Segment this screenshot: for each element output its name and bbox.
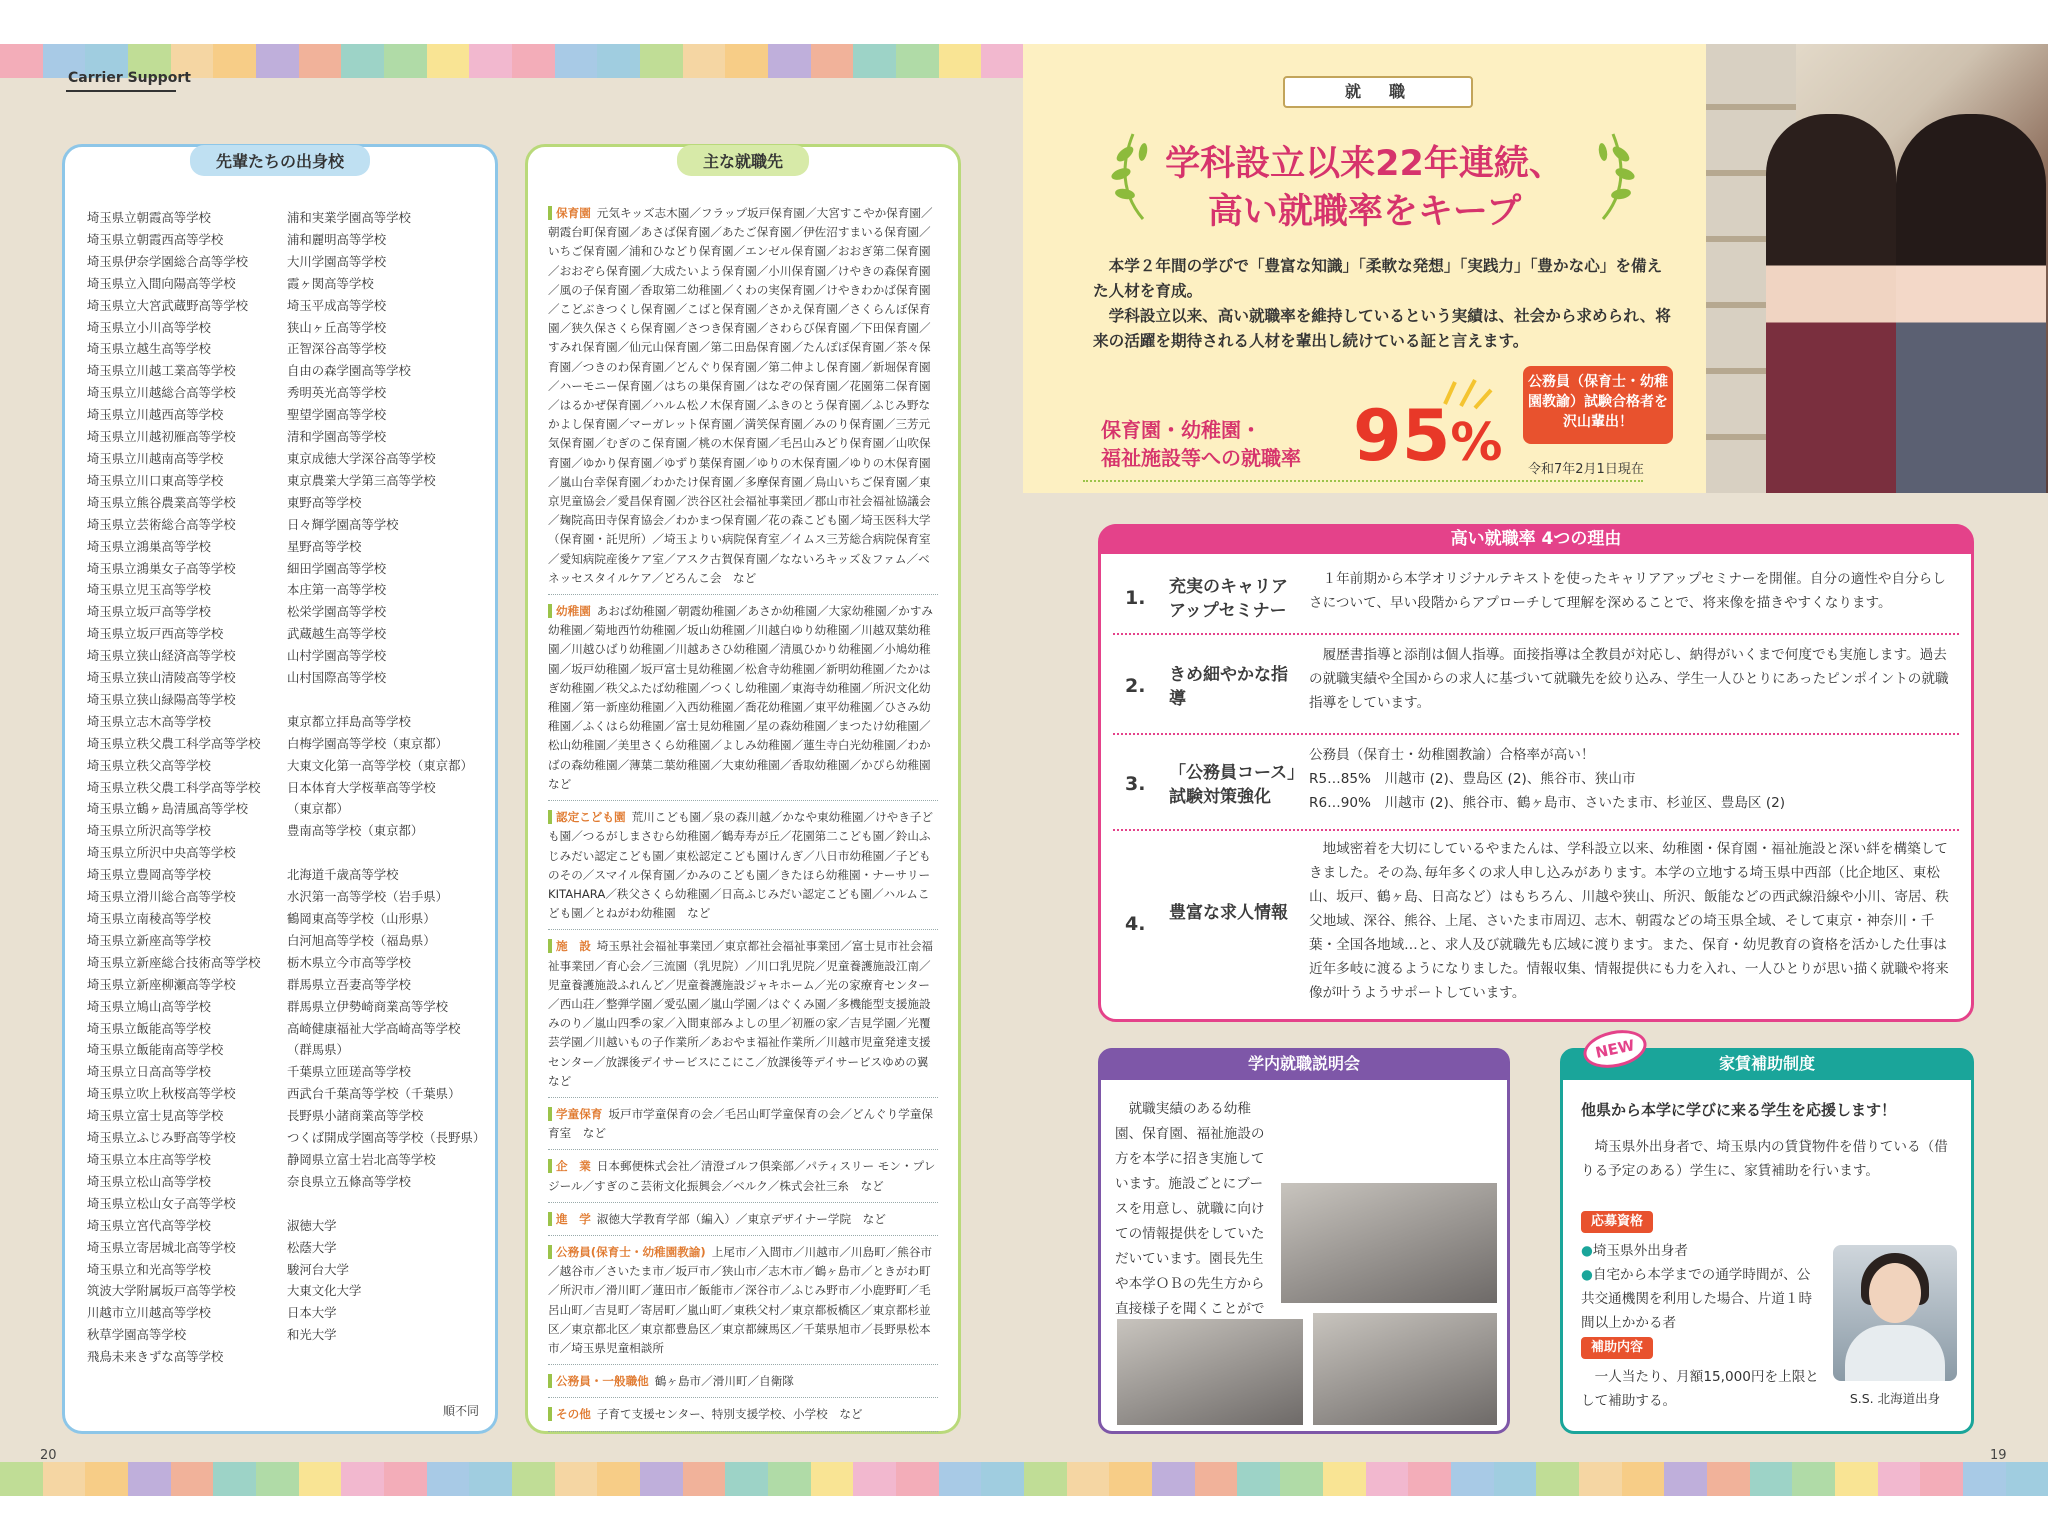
stripe-swatch (43, 1462, 86, 1496)
school-item: 埼玉県立飯能南高等学校 (87, 1042, 224, 1058)
page-number-right: 19 (1990, 1448, 2007, 1463)
stripe-swatch (1835, 1462, 1878, 1496)
job-category-text: 淑徳大学教育学部（編入）／東京デザイナー学院 など (596, 1211, 886, 1226)
school-item: 山村学園高等学校 (287, 648, 387, 664)
stripe-swatch (299, 1462, 342, 1496)
school-item: 霞ヶ関高等学校 (287, 275, 374, 291)
stripe-swatch (896, 1462, 939, 1496)
school-item: 千葉県立匝瑳高等学校 (287, 1064, 411, 1080)
reason-heading: 充実のキャリアアップセミナー (1169, 577, 1288, 621)
school-item: 埼玉県立大宮武蔵野高等学校 (87, 297, 249, 313)
school-item: 埼玉県立寄居城北高等学校 (87, 1239, 236, 1255)
eligibility-text-2: 自宅から本学までの通学時間が、公共交通機関を利用した場合、片道１時間以上かかる者 (1581, 1267, 1813, 1331)
student-figure-right (1896, 114, 2046, 493)
school-item: 埼玉平成高等学校 (287, 297, 387, 313)
face (1869, 1263, 1921, 1323)
stripe-swatch (1109, 1462, 1152, 1496)
school-item: 埼玉県立坂戸高等学校 (87, 604, 211, 620)
school-item: 白梅学園高等学校（東京都） (287, 735, 449, 751)
rent-subsidy-panel (1560, 1036, 1974, 1434)
schools-column-1 (87, 207, 260, 1368)
job-category (548, 805, 938, 930)
stripe-swatch (811, 1462, 854, 1496)
body (1845, 1325, 1945, 1381)
school-item: 埼玉県立所沢高等学校 (87, 823, 211, 839)
school-item: つくば開成学園高等学校（長野県） (287, 1130, 486, 1146)
school-item: 埼玉県立滑川総合高等学校 (87, 889, 236, 905)
school-item: 埼玉県立所沢中央高等学校 (87, 845, 236, 861)
school-item: 奈良県立五條高等学校 (287, 1173, 411, 1189)
civil-servant-badge: 公務員（保育士・幼稚園教諭）試験合格者を沢山輩出！ (1523, 366, 1673, 444)
feature-lead-text: 本学２年間の学びで「豊富な知識」「柔軟な発想」「実践力」「豊かな心」を備えた人材を育成。 学科設立以来、高い就職率を維持しているという実績は、社会から求められ、将来の活躍を期待される人材を輩出し続けている証と言えます。 (1093, 257, 1671, 350)
rent-subsidy-lead: 他県から本学に学びに来る学生を応援します！ (1581, 1101, 1897, 1119)
job-category-label: その他 (548, 1407, 591, 1421)
school-item: 埼玉県立宮代高等学校 (87, 1217, 211, 1233)
job-category-text: 子育て支援センター、特別支援学校、小学校 など (596, 1407, 863, 1422)
reason-text: １年前期から本学オリジナルテキストを使ったキャリアアップセミナーを開催。自分の適性や自分らしさについて、早い段階からアプローチして理解を深めることで、将来像を描きやすくなります。 (1309, 571, 1946, 611)
reason-text: 公務員（保育士・幼稚園教諭）合格率が高い！ R5…85% 川越市 (2)、豊島区 (2)、熊谷市、狭山市 R6…90% 川越市 (2)、熊谷市、鶴ヶ島市、さいたま市、杉並区、豊島区 (2) (1309, 747, 1786, 811)
reason-number: 4. (1125, 913, 1146, 935)
stripe-swatch (1920, 1462, 1963, 1496)
school-item: 群馬県立吾妻高等学校 (287, 976, 411, 992)
stripe-swatch (341, 1462, 384, 1496)
school-item: 豊南高等学校（東京都） (287, 823, 424, 839)
job-category-label: 認定こども園 (548, 810, 626, 824)
school-item: 埼玉県立和光高等学校 (87, 1261, 211, 1277)
school-item: 白河旭高等学校（福島県） (287, 932, 436, 948)
job-fair-body: 就職実績のある幼稚園、保育園、福祉施設の方を本学に招き実施しています。施設ごとにブースを用意し、就職に向けての情報提供をしていただいています。園長先生や本学ＯＢの先生方から直接様子を聞くことがで (1115, 1101, 1265, 1317)
job-category-label: 学童保育 (548, 1107, 602, 1121)
school-item: 埼玉県立朝霞高等学校 (87, 210, 211, 225)
job-category-label: 公務員・一般職他 (548, 1374, 649, 1388)
reason-heading: きめ細やかな指導 (1169, 665, 1288, 709)
stripe-swatch (939, 44, 982, 78)
school-item: 長野県小諸商業高等学校 (287, 1108, 424, 1124)
job-fair-photo-2 (1115, 1317, 1305, 1427)
stripe-swatch (384, 44, 427, 78)
school-item: 埼玉県立日高高等学校 (87, 1064, 211, 1080)
stripe-swatch (469, 1462, 512, 1496)
school-item: 埼玉県立狭山緑陽高等学校 (87, 691, 236, 707)
stripe-swatch (128, 1462, 171, 1496)
reason-row (1113, 833, 1959, 1017)
header-underline (66, 90, 176, 92)
job-category-label: 幼稚園 (548, 604, 591, 618)
school-item: 清和学園高等学校 (287, 429, 387, 445)
job-category-text: 日本郵便株式会社／清澄ゴルフ倶楽部／パティスリー モン・プレジール／すぎのこ芸術文化振興会／ベルク／株式会社三糸 など (548, 1159, 936, 1193)
school-item: 埼玉県立朝霞西高等学校 (87, 231, 224, 247)
rate-number: 95 (1353, 395, 1451, 477)
employment-tag: 就 職 (1283, 76, 1473, 108)
brochure-spread (0, 44, 2048, 1496)
school-item: 埼玉県立川越工業高等学校 (87, 363, 236, 379)
stripe-swatch (725, 1462, 768, 1496)
school-item: 埼玉県立松山女子高等学校 (87, 1195, 236, 1211)
school-item: 埼玉県立川越初雁高等学校 (87, 429, 236, 445)
dotted-divider (1083, 480, 1643, 482)
stripe-swatch (853, 44, 896, 78)
stripe-swatch (299, 44, 342, 78)
school-item: 埼玉県立小川高等学校 (87, 319, 211, 335)
rate-label-line-1: 保育園・幼稚園・ (1101, 418, 1261, 442)
school-item: 埼玉県立鶴ヶ島清風高等学校 (87, 801, 249, 817)
school-item (287, 842, 485, 864)
stripe-swatch (1792, 1462, 1835, 1496)
stripe-swatch (171, 1462, 214, 1496)
job-category (548, 1369, 938, 1398)
rent-subsidy-description: 埼玉県外出身者で、埼玉県内の賃貸物件を借りている（借りる予定のある）学生に、家賃補助を行います。 (1581, 1139, 1948, 1179)
school-item: 東京成徳大学深谷高等学校 (287, 450, 436, 466)
reason-text: 履歴書指導と添削は個人指導。面接指導は全教員が対応し、納得がいくまで何度でも実施します。過去の就職実績や全国からの求人に基づいて就職先を絞り込み、学生一人ひとりにあったピンポイントの就職指導をしています。 (1309, 647, 1949, 711)
job-category-label: 進 学 (548, 1212, 591, 1226)
student-figure-left (1766, 114, 1896, 493)
school-item: 秀明英光高等学校 (287, 385, 387, 401)
stripe-swatch (384, 1462, 427, 1496)
school-item: 大東文化第一高等学校（東京都） (287, 757, 473, 773)
reasons-panel (1098, 524, 1974, 1022)
job-category (548, 1102, 938, 1150)
school-item: 本庄第一高等学校 (287, 582, 387, 598)
school-item: 狭山ヶ丘高等学校 (287, 319, 387, 335)
school-item: 埼玉県立吹上秋桜高等学校 (87, 1086, 236, 1102)
stripe-swatch (555, 1462, 598, 1496)
school-item: 埼玉県立熊谷農業高等学校 (87, 494, 236, 510)
bullet-icon: ● (1581, 1267, 1593, 1283)
school-item: 松蔭大学 (287, 1239, 337, 1255)
school-item: （東京都） (287, 801, 349, 817)
stripe-swatch (1664, 1462, 1707, 1496)
stripe-swatch (1237, 1462, 1280, 1496)
school-item: 川越市立川越高等学校 (87, 1305, 211, 1321)
stripe-swatch (1323, 1462, 1366, 1496)
school-item (287, 689, 485, 711)
school-item (287, 1193, 485, 1215)
stripe-swatch (1622, 1462, 1665, 1496)
stripe-swatch (1536, 1462, 1579, 1496)
school-item: 武蔵越生高等学校 (287, 626, 387, 642)
job-category (548, 201, 938, 595)
school-item: 秋草学園高等学校 (87, 1327, 187, 1343)
eligibility-item-2 (1581, 1263, 1819, 1335)
school-item: 埼玉県立南稜高等学校 (87, 911, 211, 926)
school-item: 埼玉県立川越西高等学校 (87, 407, 224, 423)
rent-subsidy-title: 家賃補助制度 (1563, 1048, 1971, 1080)
job-category-text: あおば幼稚園／朝霞幼稚園／あさか幼稚園／大家幼稚園／かすみ幼稚園／菊地西竹幼稚園／坂山幼稚園／川越白ゆり幼稚園／川越双葉幼稚園／川越ひばり幼稚園／川越あさひ幼稚園／清風ひかり幼稚園／小鳩幼稚園／坂戸幼稚園／坂戸富士見幼稚園／松倉寺幼稚園／新明幼稚園／たかはぎ幼稚園／秩父ふたば幼稚園／つくし幼稚園／東海寺幼稚園／所沢文化幼稚園／第一新座幼稚園／入西幼稚園／喬花幼稚園／東平幼稚園／ひさみ幼稚園／ふくはら幼稚園／富士見幼稚園／星の森幼稚園／まつたけ幼稚園／松山幼稚園／美里さくら幼稚園／よしみ幼稚園／蓮生寺白光幼稚園／わかばの森幼稚園／薄葉二葉幼稚園／大東幼稚園／香取幼稚園／かぴら幼稚園 など (548, 604, 943, 791)
job-category-text: 元気キッズ志木園／フラップ坂戸保育園／大宮すこやか保育園／朝霞台町保育園／あさば保育園／あたご保育園／伊佐沼すまいる保育園／いちご保育園／浦和ひなどり保育園／エンゼル保育園／おおぎ第二保育園／おおぞら保育園／大成たいよう保育園／小川保育園／けやきの森保育園／風の子保育園／香取第二幼稚園／くわの実保育園／けやきわかば保育園／こどぶきつくし保育園／こばと保育園／さかえ保育園／さくらんぼ保育園／狭久保さくら保育園／さつき保育園／さわらび保育園／下田保育園／すみれ保育園／仙元山保育園／第二田島保育園／たんぽぽ保育園／茶々保育園／つきのわ保育園／どんぐり保育園／第二伸よし保育園／新堀保育園／ハーモニー保育園／はちの巣保育園／はなぞの保育園／花園第二保育園／はるかぜ保育園／ハルム松ノ木保育園／ふきのとう保育園／ふじみ野なかよし保育園／マーガレット保育園／満笑保育園／みのり保育園／三芳元気保育園／むぎのこ保育園／桃の木保育園／毛呂山みどり保育園／山吹保育園／ゆかり保育園／ゆずり葉保育園／ゆりの木保育園／ゆりの木保育園／嵐山台幸保育園／わかたけ保育園／多摩保育園／鳥山いちご保育園／東京児童協会／愛昌保育園／渋谷区社会福祉事業団／郡山市社会福祉協議会／麹院高田寺保育協会／わかまつ保育園／花の森こども園／埼玉医科大学（保育園・託児所）／埼玉よりい病院保育室／イムス三芳総合病院保育室／愛知病院産後ケア室／アスク古賀保育園／なないろキッズ＆ファム／ベネッセスタイルケア／どろんこ会 など (548, 206, 933, 585)
school-item: 駿河台大学 (287, 1261, 349, 1277)
school-item: 埼玉県立秩父農工科学高等学校 (87, 779, 261, 795)
school-item: 浦和麗明高等学校 (287, 231, 387, 247)
feature-lead (1093, 254, 1673, 354)
schools-title: 先輩たちの出身校 (190, 145, 370, 176)
stripe-swatch (1195, 1462, 1238, 1496)
bullet-icon: ● (1581, 1243, 1593, 1259)
stripe-swatch (640, 44, 683, 78)
stripe-swatch (2006, 1462, 2048, 1496)
stripe-swatch (981, 44, 1024, 78)
students-photo (1706, 44, 2048, 493)
job-category (548, 1402, 938, 1431)
school-item: 山村国際高等学校 (287, 670, 387, 686)
school-item: 聖望学園高等学校 (287, 407, 387, 423)
stripe-swatch (1366, 1462, 1409, 1496)
as-of-date: 令和7年2月1日現在 (1528, 462, 1644, 477)
school-item: 大東文化大学 (287, 1283, 362, 1299)
school-item: 埼玉県立越生高等学校 (87, 341, 211, 357)
school-item: 埼玉県立新座柳瀬高等学校 (87, 976, 236, 992)
stripe-swatch (853, 1462, 896, 1496)
school-item: 淑徳大学 (287, 1217, 337, 1233)
school-item: 埼玉県立坂戸西高等学校 (87, 626, 224, 642)
job-category-text: 埼玉県社会福祉事業団／東京都社会福祉事業団／富士見市社会福祉事業団／育心会／三流園（乳児院）／川口乳児院／児童養護施設江南／児童養護施設ふれんど／児童養護施設ジャキホーム／光の家療育センター／西山荘／整弾学園／愛弘園／嵐山学園／はぐくみ園／多機能型支援施設みのり／嵐山四季の家／入間東部みよしの里／初雁の家／吉見学園／光覆芸学園／川越いもの子作業所／あおやま福祉作業所／川越市児童発達支援センター／放課後デイサービスにこにこ／放課後等デイサービスゆめの翼 など (548, 939, 941, 1088)
stripe-swatch (0, 44, 43, 78)
stripe-swatch (555, 44, 598, 78)
school-item: 埼玉県立秩父高等学校 (87, 757, 211, 773)
stripe-swatch (683, 44, 726, 78)
student-caption: S.S. 北海道出身 (1849, 1391, 1941, 1406)
job-category-label: 施 設 (548, 939, 591, 953)
job-category-label: 保育園 (548, 206, 591, 220)
stripe-swatch (981, 1462, 1024, 1496)
stripe-swatch (597, 44, 640, 78)
job-category-text: 坂戸市学童保育の会／毛呂山町学童保育の会／どんぐり学童保育室 など (548, 1106, 934, 1141)
school-item: 日々輝学園高等学校 (287, 516, 399, 532)
school-item: 大川学園高等学校 (287, 253, 387, 269)
school-item: 東野高等学校 (287, 494, 362, 510)
school-item: 水沢第一高等学校（岩手県） (287, 889, 449, 905)
stripe-swatch (725, 44, 768, 78)
school-item: 埼玉県立川越総合高等学校 (87, 385, 236, 401)
school-item: 飛鳥未来きずな高等学校 (87, 1349, 224, 1365)
stripe-swatch (1451, 1462, 1494, 1496)
job-category (548, 1207, 938, 1236)
stripe-swatch (1579, 1462, 1622, 1496)
school-item: 埼玉県立ふじみ野高等学校 (87, 1130, 236, 1146)
job-category-label: 公務員(保育士・幼稚園教諭) (548, 1245, 706, 1259)
school-item: 埼玉県立児玉高等学校 (87, 582, 211, 598)
jobs-list (548, 201, 943, 1436)
subsidy-amount: 一人当たり、月額15,000円を上限として補助する。 (1581, 1369, 1819, 1409)
school-item: 埼玉県立秩父農工科学高等学校 (87, 735, 261, 751)
school-item: 埼玉県立芸術総合高等学校 (87, 516, 236, 532)
school-item: 埼玉県立志木高等学校 (87, 713, 211, 729)
stripe-swatch (213, 44, 256, 78)
school-item: （群馬県） (287, 1042, 349, 1058)
school-item: 埼玉県立本庄高等学校 (87, 1151, 211, 1167)
job-fair-panel (1098, 1048, 1510, 1434)
school-item: 埼玉県立富士見高等学校 (87, 1108, 224, 1124)
reason-number: 1. (1125, 587, 1146, 609)
stripe-swatch (1494, 1462, 1537, 1496)
order-note: 順不同 (442, 1404, 479, 1418)
jobs-panel (525, 144, 961, 1434)
stripe-swatch (469, 44, 512, 78)
stripe-swatch (1280, 1462, 1323, 1496)
job-category (548, 1154, 938, 1202)
reason-number: 2. (1125, 675, 1146, 697)
school-item: 星野高等学校 (287, 538, 362, 554)
headline-line-2: 高い就職率をキープ (1207, 192, 1522, 232)
school-item: 細田学園高等学校 (287, 560, 387, 576)
eligibility-label: 応募資格 (1581, 1211, 1653, 1233)
job-category (548, 599, 943, 801)
school-item: 埼玉県立鴻巣女子高等学校 (87, 560, 236, 576)
eligibility-item-1 (1581, 1239, 1819, 1263)
stripe-swatch (512, 1462, 555, 1496)
stripe-swatch (1152, 1462, 1195, 1496)
rate-label-line-2: 福祉施設等への就職率 (1101, 446, 1301, 470)
stripe-swatch (213, 1462, 256, 1496)
stripe-swatch (85, 1462, 128, 1496)
school-item: 埼玉県伊奈学園総合高等学校 (87, 253, 249, 269)
job-category (548, 1240, 938, 1365)
stripe-swatch (427, 44, 470, 78)
reason-row (1113, 739, 1959, 831)
school-item: 埼玉県立鴻巣高等学校 (87, 538, 211, 554)
school-item: 埼玉県立鳩山高等学校 (87, 998, 211, 1014)
school-item: 埼玉県立狭山清陵高等学校 (87, 670, 236, 686)
reason-heading: 「公務員コース」試験対策強化 (1169, 763, 1296, 807)
stripe-swatch (939, 1462, 982, 1496)
rate-unit: % (1450, 413, 1503, 473)
reason-text: 地域密着を大切にしているやまたんは、学科設立以来、幼稚園・保育園・福祉施設と深い絆を構築してきました。その為､毎年多くの求人申し込みがあります。本学の立地する埼玉県中西部（比企地区、東松山、坂戸、鶴ヶ島、日高など）はもちろん、川越や狭山、所沢、飯能などの西武線沿線や小川、寄居、秩父地域、深谷、熊谷、上尾、さいたま市周辺、志木、朝霞などの埼玉県全域、そして東京・神奈川・千葉・全国各地域…と、求人及び就職先も広域に渡ります。また、保育・幼児教育の資格を活かした仕事は近年多岐に渡るようになりました。情報収集、情報提供にも力を入れ、一人ひとりが思い描く就職や将来像が叶うようサポートしています。 (1309, 841, 1949, 1001)
stripe-swatch (597, 1462, 640, 1496)
school-item: 日本体育大学桜華高等学校 (287, 779, 436, 795)
school-item: 埼玉県立入間向陽高等学校 (87, 275, 236, 291)
stripe-swatch (512, 44, 555, 78)
student-photo (1833, 1245, 1957, 1381)
school-item: 埼玉県立川口東高等学校 (87, 472, 224, 488)
stripe-swatch (427, 1462, 470, 1496)
stripe-swatch (1024, 1462, 1067, 1496)
stripe-swatch (1963, 1462, 2006, 1496)
school-item: 高崎健康福祉大学高崎高等学校 (287, 1020, 461, 1036)
new-badge: NEW (1580, 1025, 1650, 1074)
subsidy-content-label: 補助内容 (1581, 1337, 1653, 1359)
bottom-watercolor-stripe (0, 1462, 2048, 1496)
stripe-swatch (1750, 1462, 1793, 1496)
stripe-swatch (1067, 1462, 1110, 1496)
job-category-text: 荒川こども園／泉の森川越／かなや東幼稚園／けやき子ども園／つるがしまさむら幼稚園／鶴寿寿が丘／花園第二こども園／鈴山ふじみだい認定こども園／東松認定こども園けんぎ／八日市幼稚園／子どものその／スマイル保育園／かみのこども園／きたほら幼稚園・ナーサリーKITAHARA／秩父さくら幼稚園／日高ふじみだい認定こども園／ハルムこども園／とねがわ幼稚園 など (548, 810, 934, 921)
stripe-swatch (256, 44, 299, 78)
school-item: 埼玉県立狭山経済高等学校 (87, 648, 236, 664)
school-item: 鶴岡東高等学校（山形県） (287, 911, 436, 926)
school-item: 東京都立拝島高等学校 (287, 713, 411, 729)
reason-number: 3. (1125, 773, 1146, 795)
jobs-title: 主な就職先 (677, 145, 809, 176)
section-header: Carrier Support (68, 70, 191, 86)
job-fair-photo-1 (1279, 1181, 1499, 1305)
reason-row (1113, 639, 1959, 735)
school-item: 埼玉県立飯能高等学校 (87, 1020, 211, 1036)
schools-column-2 (287, 207, 485, 1346)
reasons-title: 高い就職率 4つの理由 (1101, 524, 1971, 554)
eligibility-text-1: 埼玉県外出身者 (1592, 1243, 1689, 1259)
headline-line-1: 学科設立以来22年連続、 (1165, 144, 1564, 184)
job-category-text: 鶴ヶ島市／滑川町／自衛隊 (654, 1374, 794, 1389)
school-item: 埼玉県立豊岡高等学校 (87, 867, 211, 883)
school-item: 東京農業大学第三高等学校 (287, 472, 436, 488)
page-number-left: 20 (40, 1448, 57, 1463)
stripe-swatch (1878, 1462, 1921, 1496)
stripe-swatch (768, 44, 811, 78)
school-item: 栃木県立今市高等学校 (287, 954, 411, 970)
school-item: 松栄学園高等学校 (287, 604, 387, 620)
employment-feature (1023, 44, 1706, 493)
stripe-swatch (896, 44, 939, 78)
job-category (548, 934, 941, 1098)
stripe-swatch (1408, 1462, 1451, 1496)
school-item: 西武台千葉高等学校（千葉県） (287, 1086, 461, 1102)
school-item: 埼玉県立新座高等学校 (87, 932, 211, 948)
stripe-swatch (640, 1462, 683, 1496)
school-item: 静岡県立富士岩北高等学校 (287, 1151, 436, 1167)
job-fair-photo-3 (1311, 1311, 1499, 1427)
stripe-swatch (0, 1462, 43, 1496)
school-item: 正智深谷高等学校 (287, 341, 387, 357)
stripe-swatch (768, 1462, 811, 1496)
reason-row (1113, 563, 1959, 635)
school-item: 和光大学 (287, 1327, 337, 1343)
job-fair-title: 学内就職説明会 (1101, 1048, 1507, 1080)
school-item: 埼玉県立松山高等学校 (87, 1173, 211, 1189)
stripe-swatch (256, 1462, 299, 1496)
school-item: 日本大学 (287, 1305, 337, 1321)
rate-label (1101, 416, 1301, 472)
school-item: 埼玉県立川越南高等学校 (87, 450, 224, 466)
stripe-swatch (1707, 1462, 1750, 1496)
stripe-swatch (683, 1462, 726, 1496)
school-item: 浦和実業学園高等学校 (287, 210, 411, 225)
school-item: 埼玉県立新座総合技術高等学校 (87, 954, 261, 970)
schools-panel (62, 144, 498, 1434)
reason-heading: 豊富な求人情報 (1169, 903, 1288, 923)
job-category-label: 企 業 (548, 1159, 591, 1173)
school-item: 筑波大学附属坂戸高等学校 (87, 1283, 236, 1299)
employment-rate (1353, 396, 1503, 483)
job-category-text: 上尾市／入間市／川越市／川島町／熊谷市／越谷市／さいたま市／坂戸市／狭山市／志木市／鶴ヶ島市／ときがわ町／所沢市／滑川町／蓮田市／飯能市／深谷市／ふじみ野市／小鹿野町／毛呂山町／吉見町／寄居町／嵐山町／東秩父村／東京都板橋区／東京都杉並区／東京都北区／東京都豊島区／東京都練馬区／千葉県旭市／長野県松本市／埼玉県児童相談所 (548, 1244, 933, 1355)
job-fair-text (1115, 1097, 1499, 1317)
school-item: 北海道千歳高等学校 (287, 867, 399, 883)
stripe-swatch (811, 44, 854, 78)
school-item: 自由の森学園高等学校 (287, 363, 411, 379)
stripe-swatch (341, 44, 384, 78)
school-item: 群馬県立伊勢崎商業高等学校 (287, 998, 449, 1014)
